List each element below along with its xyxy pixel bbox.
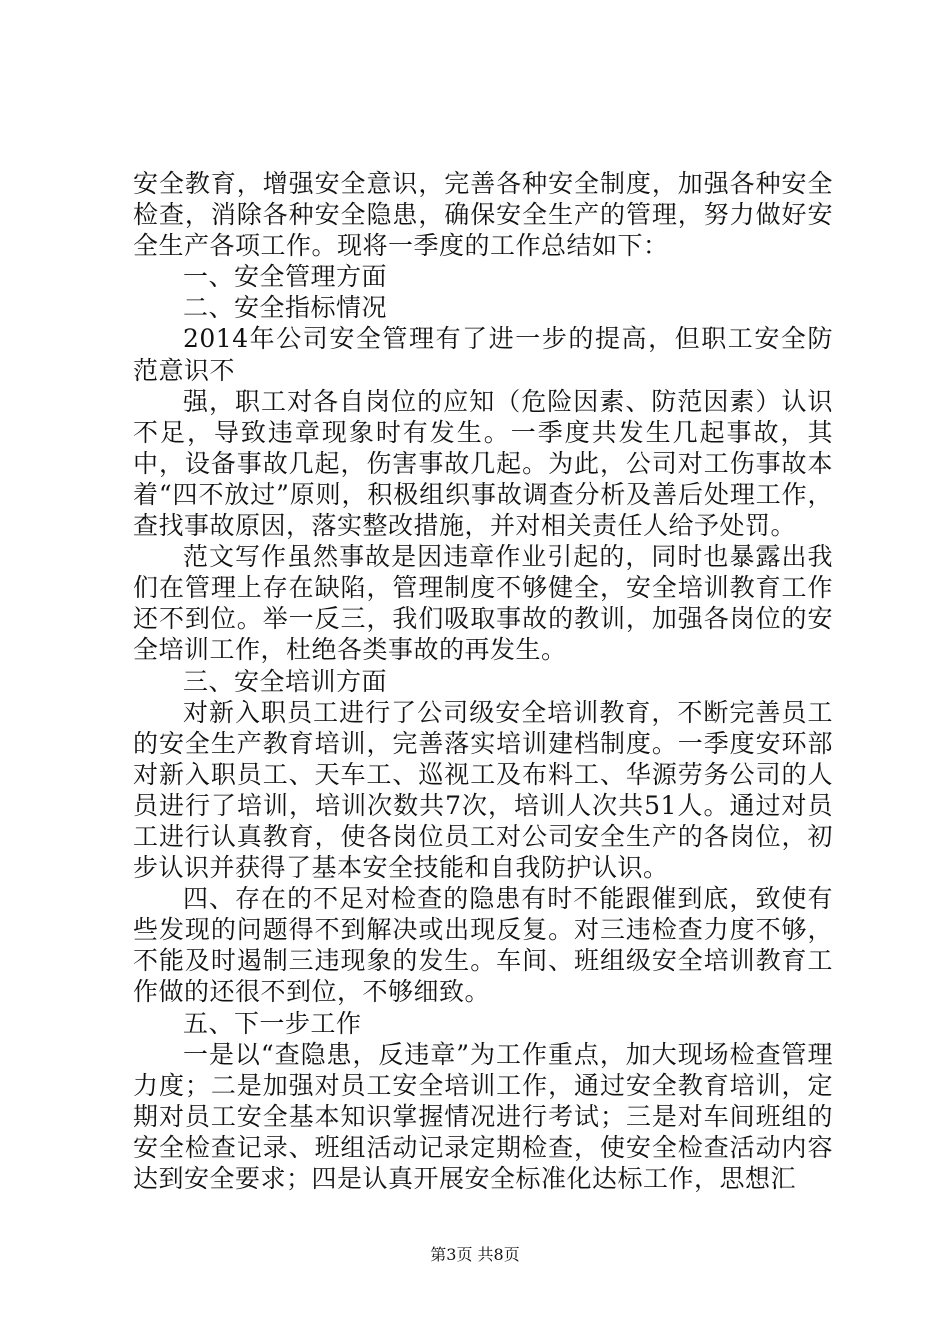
paragraph-accidents: 强，职工对各自岗位的应知（危险因素、防范因素）认识不足，导致违章现象时有发生。一季度共发生几起事故，其中，设备事故几起，伤害事故几起。为此，公司对工伤事故本着“四不放过”原则，积极组织事故调查分析及善后处理工作，查找事故原因，落实整改措施，并对相关责任人给予处罚。 — [133, 386, 833, 541]
heading-safety-management: 一、安全管理方面 — [183, 262, 388, 292]
paragraph-shortcomings: 四、存在的不足对检查的隐患有时不能跟催到底，致使有些发现的问题得不到解决或出现反复。对三违检查力度不够，不能及时遏制三违现象的发生。车间、班组级安全培训教育工作做的还很不到位，不够细致。 — [133, 884, 833, 1007]
paragraph-2014-summary: 2014年公司安全管理有了进一步的提高，但职工安全防范意识不 — [133, 324, 833, 385]
heading-safety-training: 三、安全培训方面 — [183, 666, 388, 696]
paragraph-intro: 安全教育，增强安全意识，完善各种安全制度，加强各种安全检查，消除各种安全隐患，确保安全生产的管理，努力做好安全生产各项工作。现将一季度的工作总结如下： — [133, 169, 833, 261]
paragraph-next-steps: 一是以“查隐患，反违章”为工作重点，加大现场检查管理力度；二是加强对员工安全培训工作，通过安全教育培训，定期对员工安全基本知识掌握情况进行考试；三是对车间班组的安全检查记录、班组活动记录定期检查，使安全检查活动内容达到安全要求；四是认真开展安全标准化达标工作，思想汇 — [133, 1039, 833, 1193]
document-body — [133, 168, 833, 1194]
paragraph-training: 对新入职员工进行了公司级安全培训教育，不断完善员工的安全生产教育培训，完善落实培训建档制度。一季度安环部对新入职员工、天车工、巡视工及布料工、华源劳务公司的人员进行了培训，培训次数共7次，培训人次共51人。通过对员工进行认真教育，使各岗位员工对公司安全生产的各岗位，初步认识并获得了基本安全技能和自我防护认识。 — [133, 697, 833, 883]
paragraph-lessons: 范文写作虽然事故是因违章作业引起的，同时也暴露出我们在管理上存在缺陷，管理制度不够健全，安全培训教育工作还不到位。举一反三，我们吸取事故的教训，加强各岗位的安全培训工作，杜绝各类事故的再发生。 — [133, 542, 833, 665]
heading-safety-indicators: 二、安全指标情况 — [183, 293, 388, 323]
heading-next-steps: 五、下一步工作 — [183, 1008, 362, 1038]
page-number-footer: 第3页 共8页 — [430, 1245, 520, 1264]
